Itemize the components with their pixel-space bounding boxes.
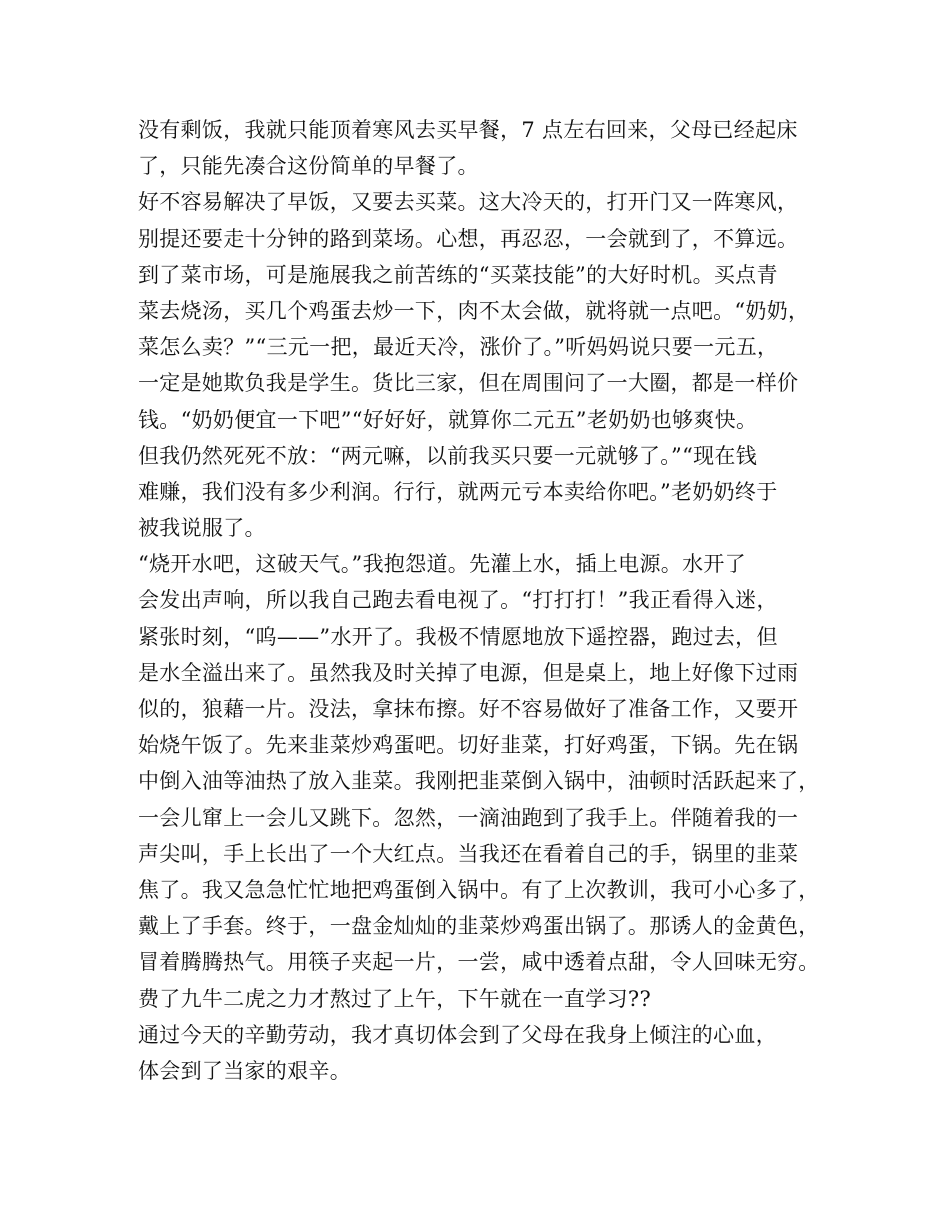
text-line: 紧张时刻，“呜——”水开了。我极不情愿地放下遥控器，跑过去，但 xyxy=(138,624,778,649)
text-line: 声尖叫，手上长出了一个大红点。当我还在看着自己的手，锅里的韭菜 xyxy=(138,841,799,866)
text-line: 一会儿窜上一会儿又跳下。忽然，一滴油跑到了我手上。伴随着我的一 xyxy=(138,805,799,830)
text-line: 通过今天的辛勤劳动，我才真切体会到了父母在我身上倾注的心血， xyxy=(138,1022,777,1047)
text-line: 一定是她欺负我是学生。货比三家，但在周围问了一大圈，都是一样价 xyxy=(138,371,799,396)
text-line: 会发出声响，所以我自己跑去看电视了。“打打打！”我正看得入迷， xyxy=(138,588,778,613)
text-line: 中倒入油等油热了放入韭菜。我刚把韭菜倒入锅中，油顿时活跃起来了， xyxy=(138,769,820,794)
text-line: 费了九牛二虎之力才熬过了上午，下午就在一直学习?? xyxy=(138,986,652,1011)
text-line: 被我说服了。 xyxy=(138,516,266,541)
text-line: 没有剩饭，我就只能顶着寒风去买早餐，7 点左右回来，父母已经起床 xyxy=(138,118,798,142)
text-line: 始烧午饭了。先来韭菜炒鸡蛋吧。切好韭菜，打好鸡蛋，下锅。先在锅 xyxy=(138,733,799,758)
essay-text xyxy=(138,112,838,1089)
text-line: 但我仍然死死不放：“两元嘛，以前我买只要一元就够了。”“现在钱 xyxy=(138,443,758,468)
text-line: 菜怎么卖？”“三元一把，最近天冷，涨价了。”听妈妈说只要一元五， xyxy=(138,335,779,360)
text-line: 体会到了当家的艰辛。 xyxy=(138,1058,351,1083)
text-line: 戴上了手套。终于，一盘金灿灿的韭菜炒鸡蛋出锅了。那诱人的金黄色， xyxy=(138,914,820,939)
text-line: 了，只能先凑合这份简单的早餐了。 xyxy=(138,154,479,179)
text-line: 别提还要走十分钟的路到菜场。心想，再忍忍，一会就到了，不算远。 xyxy=(138,226,799,251)
text-line: 菜去烧汤，买几个鸡蛋去炒一下，肉不太会做，就将就一点吧。“奶奶， xyxy=(138,298,810,323)
text-line: 是水全溢出来了。虽然我及时关掉了电源，但是桌上，地上好像下过雨 xyxy=(138,660,799,685)
text-line: 难赚，我们没有多少利润。行行，就两元亏本卖给你吧。”老奶奶终于 xyxy=(138,479,778,504)
text-line: 好不容易解决了早饭，又要去买菜。这大冷天的，打开门又一阵寒风， xyxy=(138,190,799,215)
text-line: “烧开水吧，这破天气。”我抱怨道。先灌上水，插上电源。水开了 xyxy=(138,552,746,577)
text-line: 钱。“奶奶便宜一下吧”“好好好，就算你二元五”老奶奶也够爽快。 xyxy=(138,407,758,432)
text-line: 冒着腾腾热气。用筷子夹起一片，一尝，咸中透着点甜，令人回味无穷。 xyxy=(138,950,820,975)
text-line: 焦了。我又急急忙忙地把鸡蛋倒入锅中。有了上次教训，我可小心多了， xyxy=(138,877,820,902)
text-line: 到了菜市场，可是施展我之前苦练的“买菜技能”的大好时机。买点青 xyxy=(138,262,778,287)
text-line: 似的，狼藉一片。没法，拿抹布擦。好不容易做好了准备工作，又要开 xyxy=(138,697,799,721)
